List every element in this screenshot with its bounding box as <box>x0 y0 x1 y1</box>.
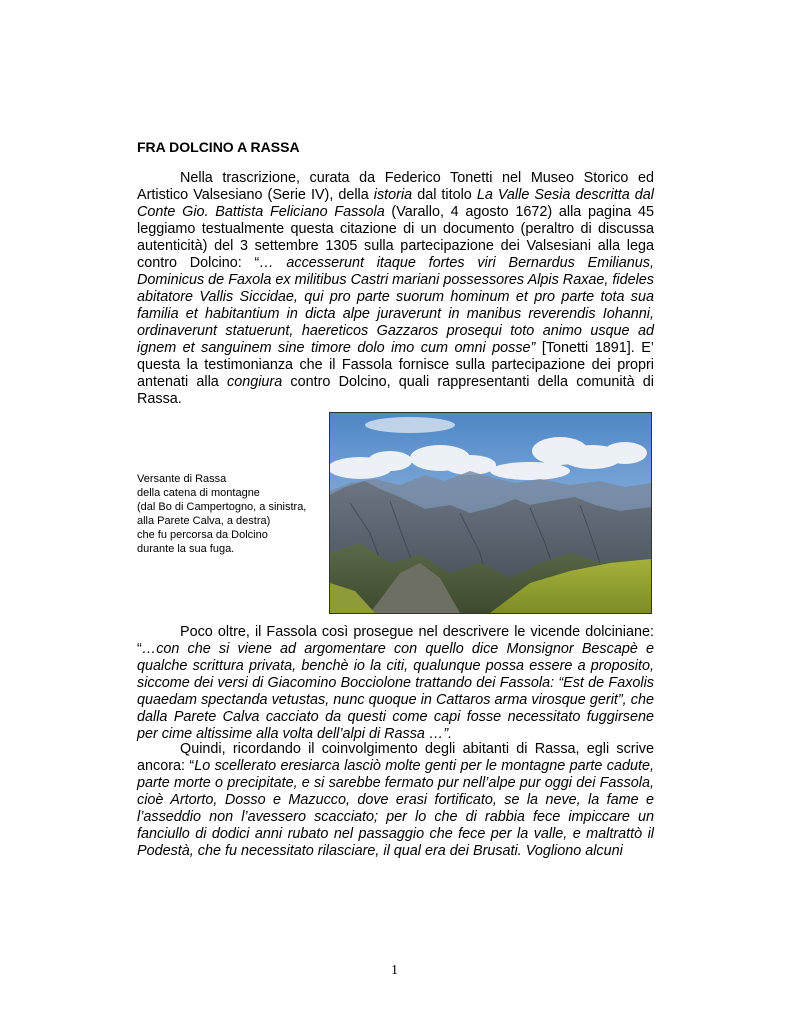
text-run: contro Dolcino, quali rappresentanti della comunità di Rassa. <box>137 374 655 407</box>
quote-italic: …con che si viene ad argomentare con quello dice Monsignor Bescapè e qualche scrittura privata, benchè io la citi, qualunque possa essere a proposito, siccome dei versi di Giacomino Bocciolone trattando dei Fassola: “Est de Faxolis quaedam spectanda vetustas, nunc quoque in Cattaros arma virosque gerit”, che dalla Parete Calva cacciato da questi come capi fosse necessitato fuggirsene per cime altissime alla volta dell’alpi di Rassa …”. <box>137 641 654 742</box>
text-run: [Tonetti 1891]. E’ questa la testimonianza che il Fassola fornisce sulla partecipazione dei propri antenati alla <box>137 340 654 390</box>
paragraph-fassola-continues <box>137 624 654 743</box>
text-run-italic: La Valle Sesia descritta dal Conte Gio. Battista Feliciano Fassola <box>137 187 654 220</box>
caption-line: Versante di Rassa <box>137 473 227 485</box>
paragraph-intro <box>137 170 654 408</box>
text-run: Poco oltre, il Fassola così prosegue nel descrivere le vicende dolciniane: “ <box>137 624 654 657</box>
text-run: Quindi, ricordando il coinvolgimento degli abitanti di Rassa, egli scrive ancora: “ <box>137 741 654 774</box>
paragraph-rassa-inhabitants <box>137 741 654 860</box>
text-run-italic: istoria <box>373 187 413 203</box>
latin-quote: … accesserunt itaque fortes viri Bernardus Emilianus, Dominicus de Faxola ex militibus Castri mariani possessores Alpis Raxae, fideles abitatore Vallis Siccidae, qui pro parte suorum hominum et pro parte tota sua familia et habitantium in dicta alpe juraverunt in manibus reverendis Iohanni, ordinaverunt statuerunt, haereticos Gazzaros prosequi toto animo usque ad ignem et sanguinem sine timore dolo imo cum omni posse” <box>137 255 654 356</box>
text-run-italic: congiura <box>227 374 283 390</box>
text-run: (Varallo, 4 agosto 1672) alla pagina 45 leggiamo testualmente questa citazione di un documento (peraltro di discussa autenticità) del 3 settembre 1305 sulla partecipazione dei Valsesiani alla lega contro Dolcino: “ <box>137 204 654 271</box>
caption-line: della catena di montagne <box>137 487 260 499</box>
quote-italic: Lo scellerato eresiarca lasciò molte genti per le montagne parte cadute, parte morte o precipitate, e si sarebbe fermato pur nell’alpe pur oggi dei Fassola, cioè Artorto, Dosso e Mazucco, dove erasi fortificato, se la neve, la fame e l’asseddio non l’avessero scacciato; per lo che di rabbia fece impiccare un fanciullo di dodici anni rubato nel passaggio che fece per la valle, e maltrattò il Podestà, che fu necessitato rilasciare, il qual era dei Brusati. Vogliono alcuni <box>137 758 654 859</box>
page-number: 1 <box>391 963 398 978</box>
document-title: FRA DOLCINO A RASSA <box>137 139 300 155</box>
caption-line: durante la sua fuga. <box>137 543 235 555</box>
text-run: Nella trascrizione, curata da Federico Tonetti nel Museo Storico ed Artistico Valsesiano (Serie IV), della <box>137 170 654 203</box>
text-run: dal titolo <box>412 187 477 203</box>
caption-line: (dal Bo di Campertogno, a sinistra, <box>137 501 307 513</box>
caption-line: che fu percorsa da Dolcino <box>137 529 268 541</box>
mountain-photo <box>329 412 652 614</box>
photo-caption <box>137 472 306 556</box>
caption-line: alla Parete Calva, a destra) <box>137 515 271 527</box>
